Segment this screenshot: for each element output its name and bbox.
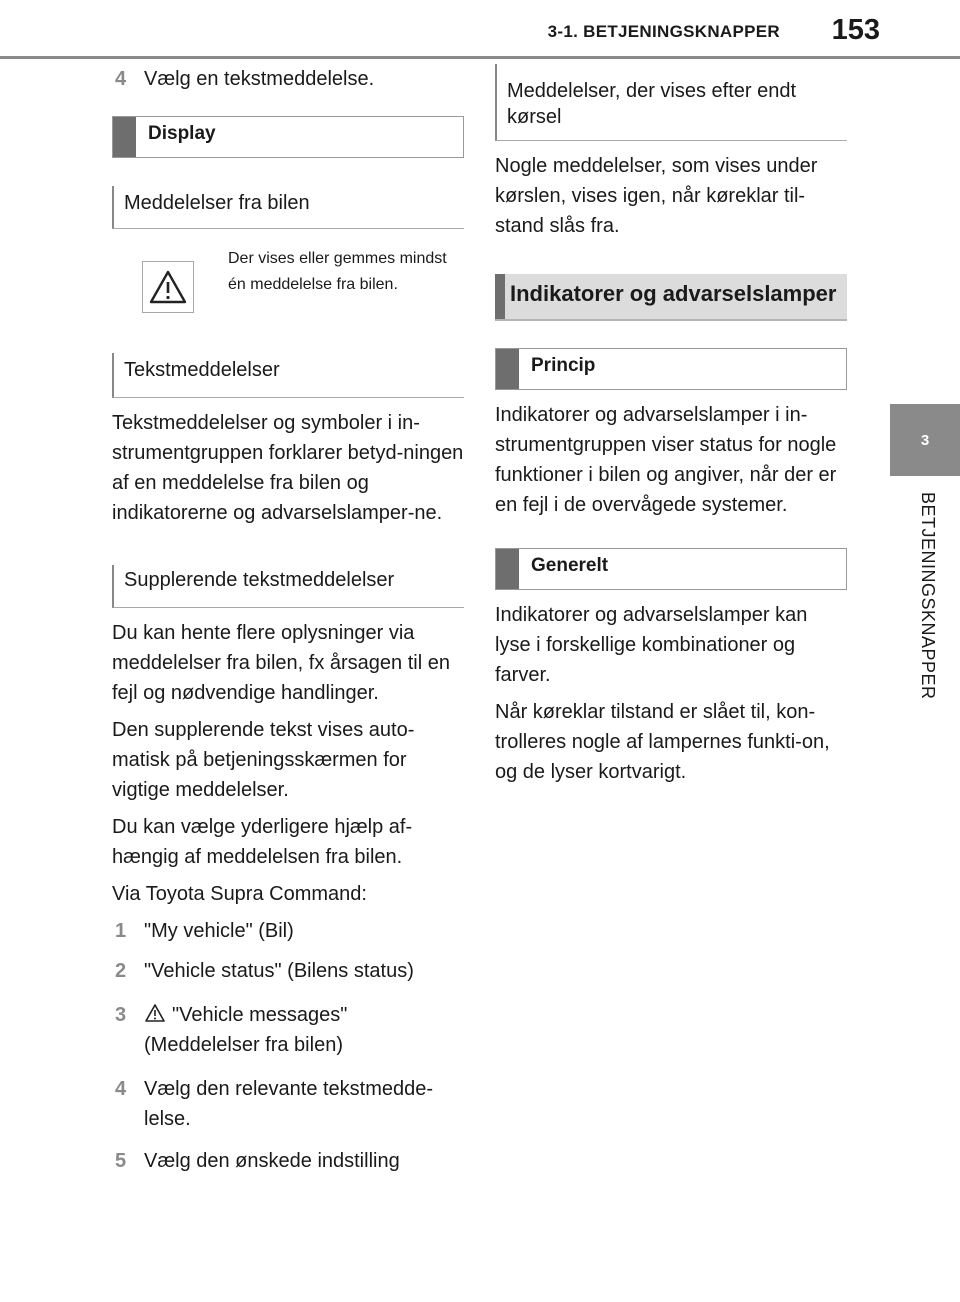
- paragraph: Du kan hente flere oplysninger via meddelelser fra bilen, fx årsagen til en fejl og nødvendige handlinger.: [112, 622, 450, 704]
- step-item: [112, 1146, 464, 1176]
- heading-indikatorer: [495, 274, 847, 321]
- step-number: 4: [115, 1078, 127, 1100]
- step-text: "Vehicle messages" (Meddelelser fra bilen): [144, 1004, 348, 1056]
- paragraph: Nogle meddelelser, som vises under kørslen, vises igen, når køreklar til-stand slås fra.: [495, 155, 818, 237]
- heading-bar: [113, 117, 136, 157]
- header-rule: [0, 56, 960, 59]
- paragraph: Indikatorer og advarselslamper i in-strumentgruppen viser status for nogle funktioner i bilen og angiver, når der er en fejl i de overvågede systemer.: [495, 404, 837, 516]
- section-title: 3-1. BETJENINGSKNAPPER: [547, 22, 780, 41]
- step-number: 5: [115, 1150, 127, 1172]
- paragraph: Indikatorer og advarselslamper kan lyse i forskellige kombinationer og farver.: [495, 604, 808, 686]
- heading-meddelelser: [112, 186, 464, 229]
- heading-text: Generelt: [531, 555, 609, 576]
- paragraph: Via Toyota Supra Command:: [112, 883, 367, 905]
- warning-triangle-icon: [142, 261, 194, 313]
- step-text: Vælg den ønskede indstilling: [144, 1150, 400, 1172]
- step-text: "My vehicle" (Bil): [144, 920, 294, 942]
- heading-bar: [496, 549, 519, 589]
- heading-efter-koersel: [495, 64, 847, 141]
- heading-display: [112, 116, 464, 158]
- step-text: Vælg en tekstmeddelelse.: [144, 68, 375, 90]
- page-header: [0, 0, 960, 60]
- step-number: 1: [115, 920, 127, 942]
- paragraph: Den supplerende tekst vises auto-matisk på betjeningsskærmen for vigtige meddelelser.: [112, 719, 415, 801]
- heading-text: Tekstmeddelelser: [124, 359, 280, 381]
- heading-text: Meddelelser fra bilen: [124, 192, 310, 214]
- warning-triangle-icon: [144, 1002, 166, 1022]
- heading-text: Meddelelser, der vises efter endt kørsel: [507, 80, 797, 128]
- heading-text: Supplerende tekstmeddelelser: [124, 569, 395, 591]
- chapter-tab-label: [880, 492, 940, 742]
- paragraph: Når køreklar tilstand er slået til, kon-trolleres nogle af lampernes funkti-on, og de lyser kortvarigt.: [495, 701, 830, 783]
- heading-generelt: [495, 548, 847, 590]
- heading-text: Indikatorer og advarselslamper: [510, 281, 837, 306]
- chapter-tab-text: BETJENINGSKNAPPER: [918, 492, 938, 700]
- heading-bar: [496, 349, 519, 389]
- step-item: [112, 956, 464, 986]
- step-item: [112, 1074, 464, 1134]
- step-item: [112, 916, 464, 946]
- step-number: 3: [115, 1004, 127, 1026]
- heading-princip: [495, 348, 847, 390]
- chapter-tab-number: 3: [890, 404, 960, 476]
- step-number: 2: [115, 960, 127, 982]
- left-column: [112, 64, 464, 1186]
- step-number: 4: [115, 68, 127, 90]
- heading-bar: [495, 274, 505, 319]
- heading-text: Princip: [531, 355, 596, 376]
- heading-tekstmeddelelser: [112, 353, 464, 398]
- step-item: [112, 64, 464, 94]
- step-text: "Vehicle status" (Bilens status): [144, 960, 414, 982]
- warning-row: [112, 229, 464, 333]
- step-item: [112, 1000, 464, 1060]
- heading-text: Display: [148, 123, 216, 144]
- page-number: 153: [831, 14, 880, 46]
- right-column: [495, 64, 847, 794]
- paragraph: Tekstmeddelelser og symboler i in-strumentgruppen forklarer betyd-ningen af en meddelelse fra bilen og indikatorerne og advarselslamper-ne.: [112, 412, 464, 524]
- paragraph: Du kan vælge yderligere hjælp af-hængig af meddelelsen fra bilen.: [112, 816, 413, 868]
- step-text: Vælg den relevante tekstmedde-lelse.: [144, 1078, 434, 1130]
- heading-supplerende: [112, 565, 464, 608]
- warning-text: Der vises eller gemmes mindst én meddelelse fra bilen.: [228, 250, 447, 293]
